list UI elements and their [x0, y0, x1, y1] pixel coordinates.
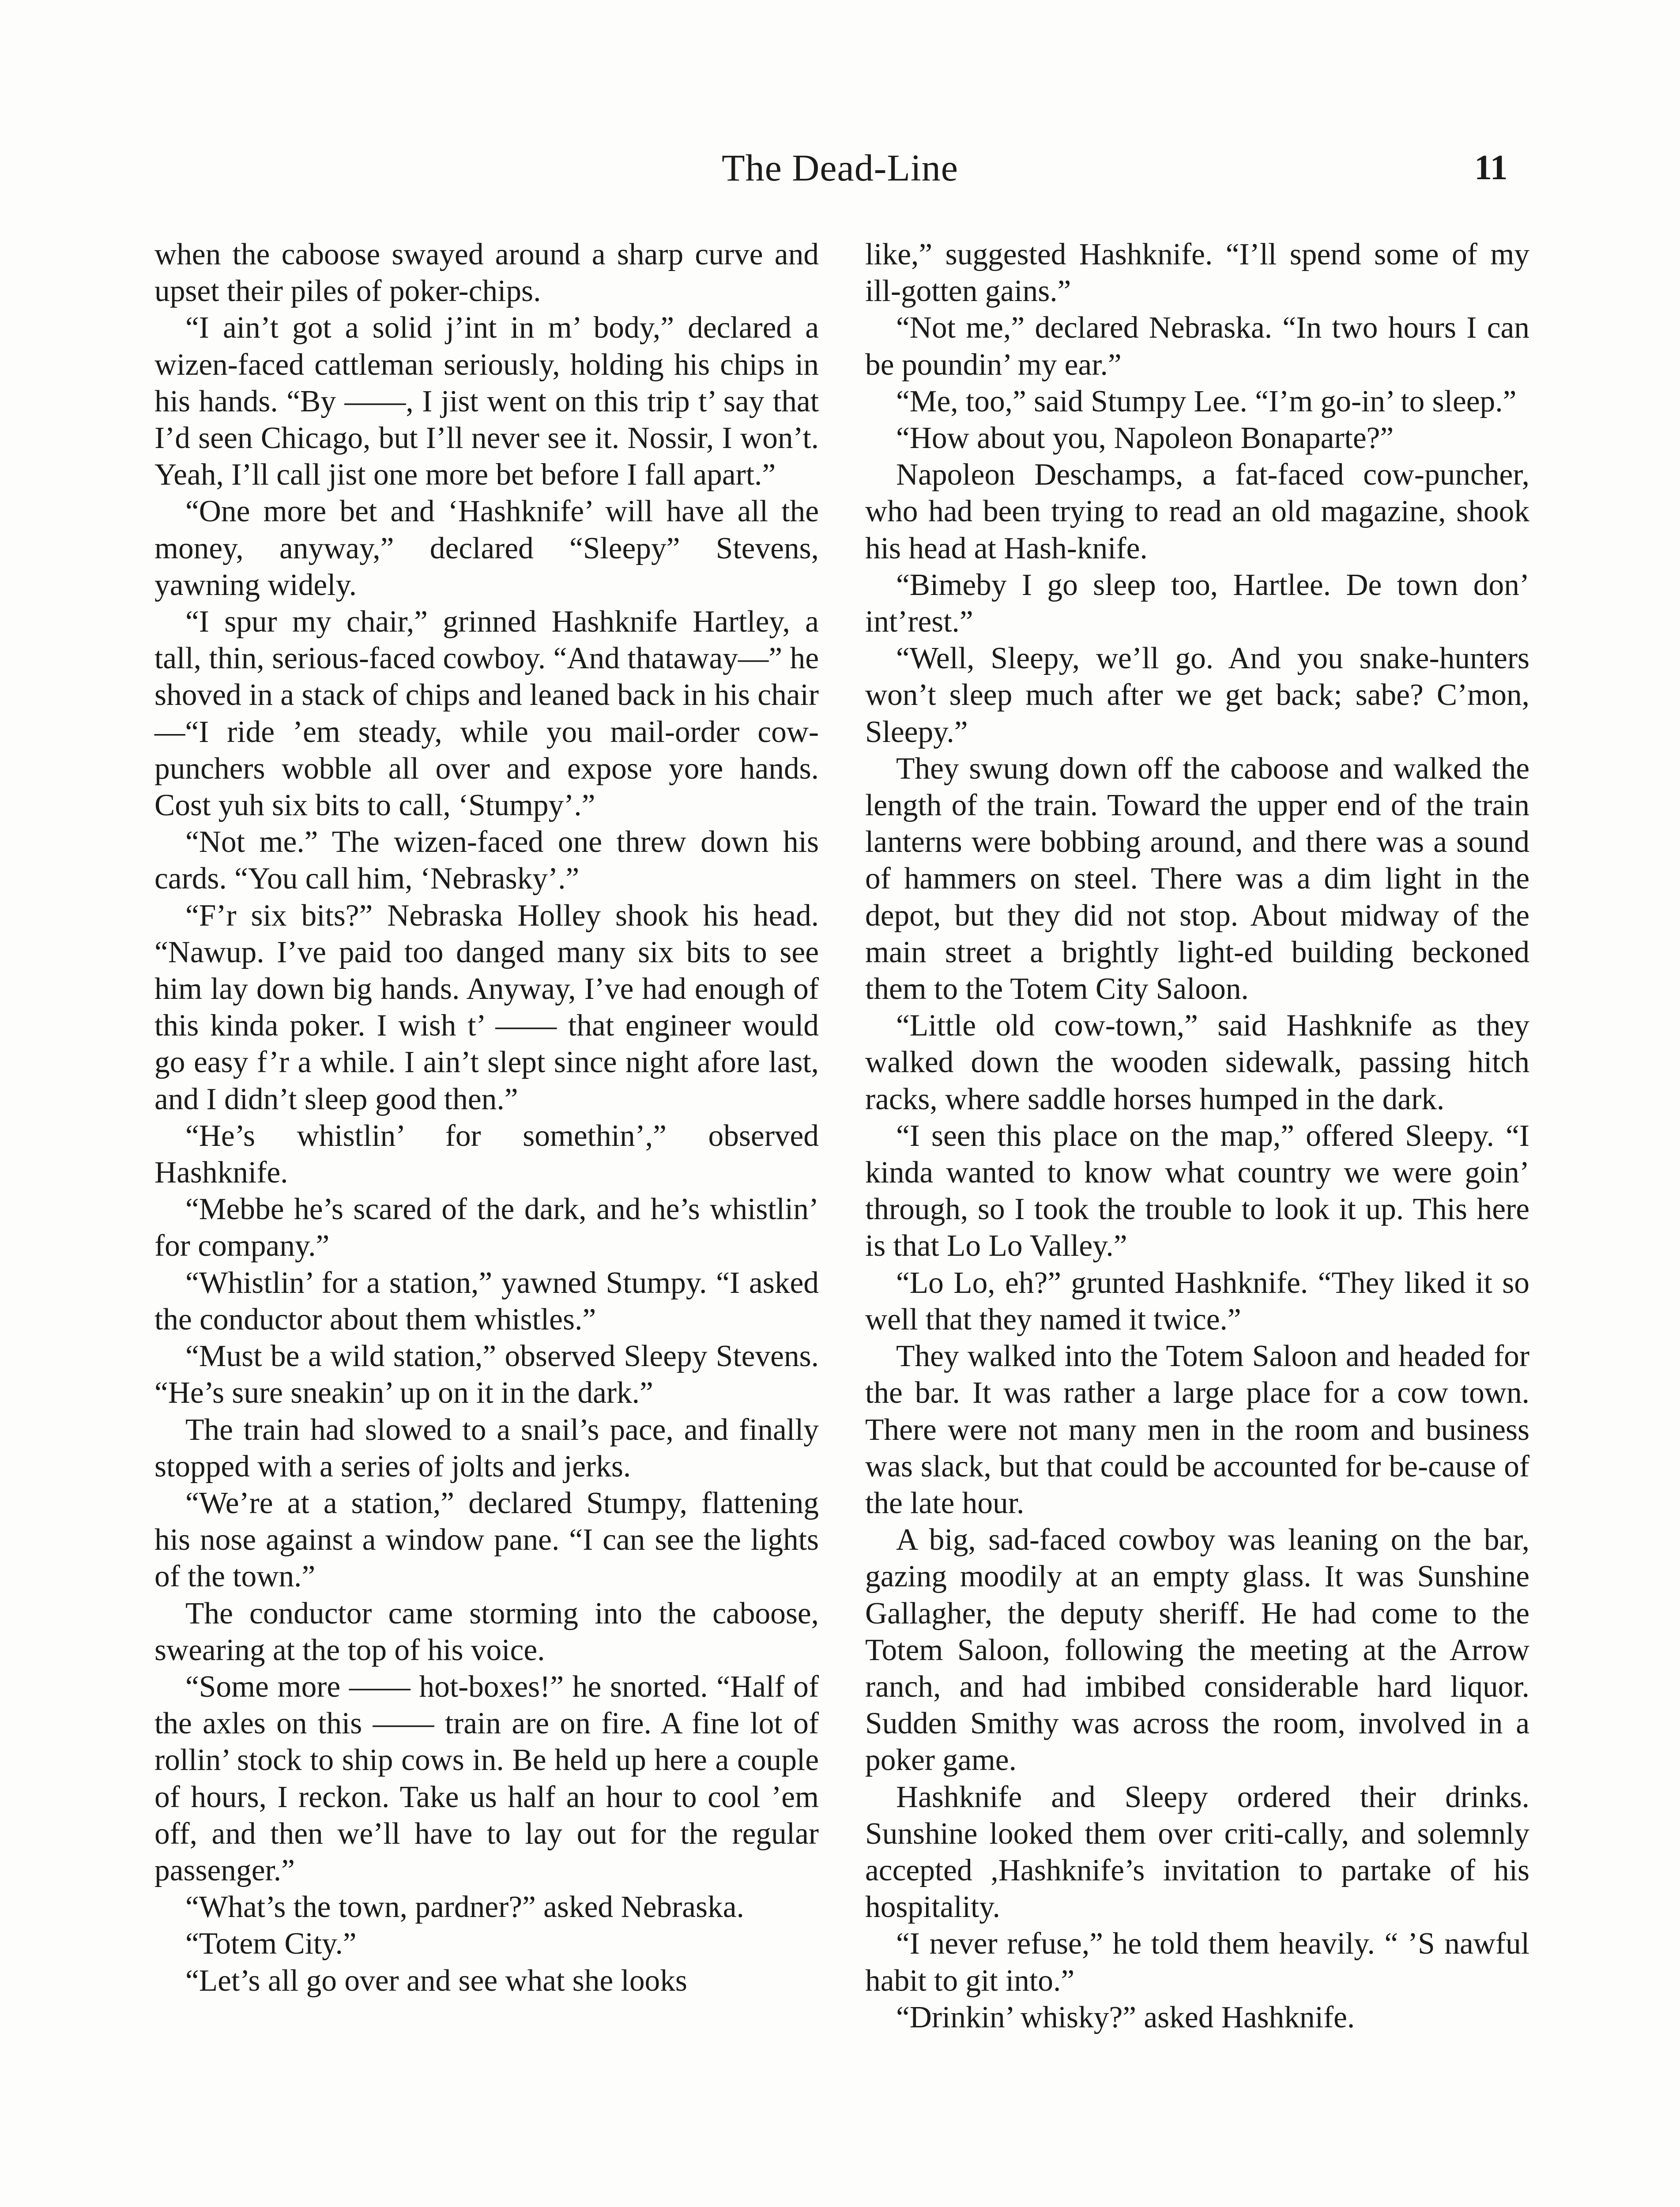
paragraph: when the caboose swayed around a sharp curve and upset their piles of poker-chips. [154, 237, 819, 309]
paragraph: “I spur my chair,” grinned Hashknife Hartley, a tall, thin, serious-faced cowboy. “And thataway—” he shoved in a stack of chips and leaned back in his chair—“I ride ’em steady, while you mail-order cow-punchers wobble all over and expose yore hands. Cost yuh six bits to call, ‘Stumpy’.” [154, 605, 819, 823]
paragraph: “Mebbe he’s scared of the dark, and he’s whistlin’ for company.” [154, 1192, 819, 1263]
paragraph: “I seen this place on the map,” offered Sleepy. “I kinda wanted to know what country we were goin’ through, so I took the trouble to look it up. This here is that Lo Lo Valley.” [865, 1119, 1529, 1263]
paragraph: “Whistlin’ for a station,” yawned Stumpy. “I asked the conductor about them whistles.” [154, 1265, 819, 1337]
paragraph: Napoleon Deschamps, a fat-faced cow-puncher, who had been trying to read an old magazine, shook his head at Hash-knife. [865, 458, 1529, 565]
paragraph: “F’r six bits?” Nebraska Holley shook his head. “Nawup. I’ve paid too danged many six bits to see him lay down big hands. Anyway, I’ve had enough of this kinda poker. I wish t’ —— that engineer would go easy f’r a while. I ain’t slept since night afore last, and I didn’t sleep good then.” [154, 898, 819, 1116]
running-title: The Dead-Line [722, 147, 958, 189]
paragraph: “How about you, Napoleon Bonaparte?” [896, 421, 1394, 456]
left-text-column [154, 236, 819, 1999]
paragraph: “What’s the town, pardner?” asked Nebraska. [185, 1890, 744, 1925]
paragraph: “I ain’t got a solid j’int in m’ body,” declared a wizen-faced cattleman seriously, holding his chips in his hands. “By ——, I jist went on this trip t’ say that I’d seen Chicago, but I’ll never see it. Nossir, I won’t. Yeah, I’ll call jist one more bet before I fall apart.” [154, 311, 819, 492]
paragraph: “Well, Sleepy, we’ll go. And you snake-hunters won’t sleep much after we get back; sabe? C’mon, Sleepy.” [865, 641, 1529, 749]
paragraph: “Not me,” declared Nebraska. “In two hours I can be poundin’ my ear.” [865, 311, 1529, 382]
paragraph: They walked into the Totem Saloon and headed for the bar. It was rather a large place for a cow town. There were not many men in the room and business was slack, but that could be accounted for be-cause of the late hour. [865, 1339, 1529, 1520]
paragraph: The train had slowed to a snail’s pace, and finally stopped with a series of jolts and jerks. [154, 1412, 819, 1484]
paragraph: “He’s whistlin’ for somethin’,” observed Hashknife. [154, 1119, 819, 1190]
paragraph: “Let’s all go over and see what she looks [185, 1963, 687, 1998]
paragraph: “Totem City.” [185, 1927, 357, 1961]
paragraph: “We’re at a station,” declared Stumpy, flattening his nose against a window pane. “I can see the lights of the town.” [154, 1486, 819, 1594]
paragraph: “Little old cow-town,” said Hashknife as they walked down the wooden sidewalk, passing hitch racks, where saddle horses humped in the dark. [865, 1009, 1529, 1116]
paragraph: “Must be a wild station,” observed Sleepy Stevens. “He’s sure sneakin’ up on it in the dark.” [154, 1339, 819, 1410]
paragraph: “Me, too,” said Stumpy Lee. “I’m go-in’ to sleep.” [896, 384, 1517, 418]
paragraph: Hashknife and Sleepy ordered their drinks. Sunshine looked them over criti-cally, and solemnly accepted ,Hashknife’s invitation to partake of his hospitality. [865, 1780, 1529, 1925]
right-text-column [865, 236, 1529, 2036]
paragraph: like,” suggested Hashknife. “I’ll spend some of my ill-gotten gains.” [865, 237, 1529, 309]
paragraph: “One more bet and ‘Hashknife’ will have all the money, anyway,” declared “Sleepy” Stevens, yawning widely. [154, 494, 819, 602]
paragraph: “Bimeby I go sleep too, Hartlee. De town don’ int’rest.” [865, 568, 1529, 639]
paragraph: “Lo Lo, eh?” grunted Hashknife. “They liked it so well that they named it twice.” [865, 1265, 1529, 1337]
paragraph: “Not me.” The wizen-faced one threw down his cards. “You call him, ‘Nebrasky’.” [154, 825, 819, 896]
paragraph: They swung down off the caboose and walked the length of the train. Toward the upper end of the train lanterns were bobbing around, and there was a sound of hammers on steel. There was a dim light in the depot, but they did not stop. About midway of the main street a brightly light-ed building beckoned them to the Totem City Saloon. [865, 751, 1529, 1006]
paragraph: “Drinkin’ whisky?” asked Hashknife. [896, 2000, 1355, 2034]
paragraph: “I never refuse,” he told them heavily. “ ’S nawful habit to git into.” [865, 1927, 1529, 1998]
paragraph: The conductor came storming into the caboose, swearing at the top of his voice. [154, 1596, 819, 1667]
paragraph: “Some more —— hot-boxes!” he snorted. “Half of the axles on this —— train are on fire. A fine lot of rollin’ stock to ship cows in. Be held up here a couple of hours, I reckon. Take us half an hour to cool ’em off, and then we’ll have to lay out for the regular passenger.” [154, 1669, 819, 1887]
page-number: 11 [1474, 148, 1508, 187]
paragraph: A big, sad-faced cowboy was leaning on the bar, gazing moodily at an empty glass. It was Sunshine Gallagher, the deputy sheriff. He had come to the Totem Saloon, following the meeting at the Arrow ranch, and had imbibed considerable hard liquor. Sudden Smithy was across the room, involved in a poker game. [865, 1523, 1529, 1778]
